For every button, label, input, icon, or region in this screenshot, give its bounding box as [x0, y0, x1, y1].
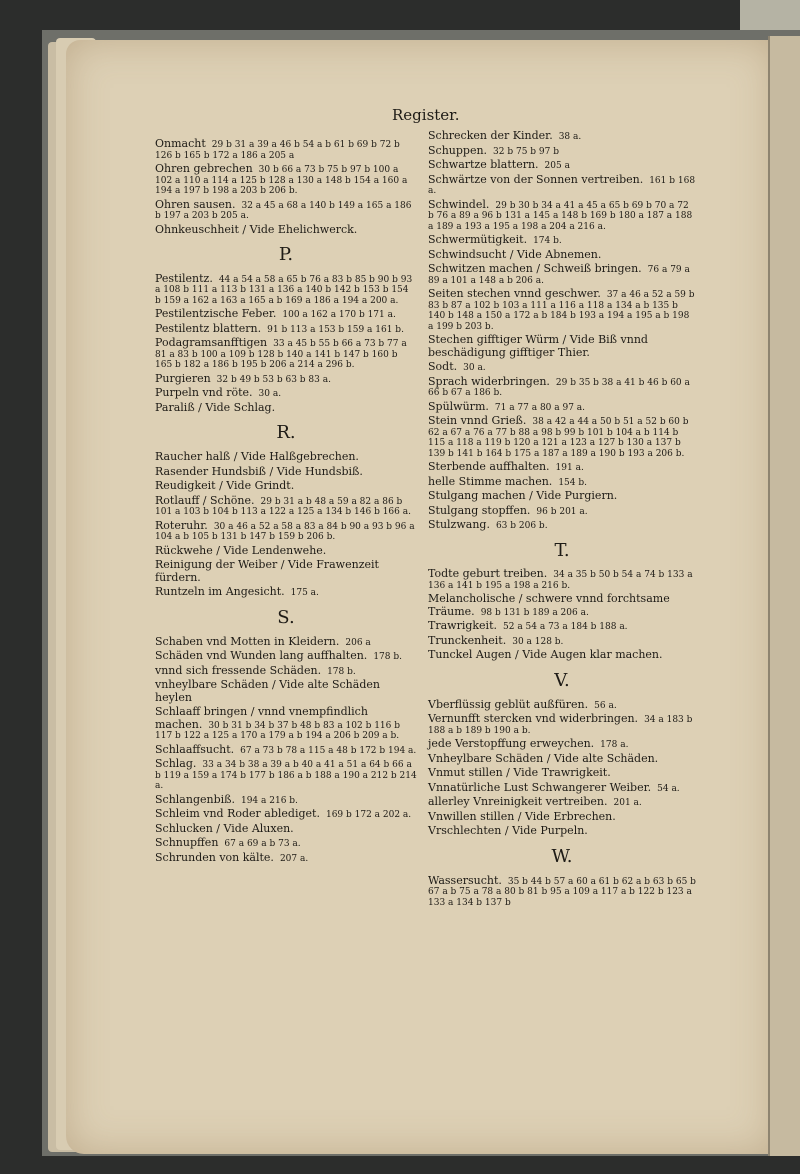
index-page-refs: 169 b 172 a 202 a. — [325, 810, 412, 821]
index-page-refs: 30 b 31 b 34 b 37 b 48 b 83 a 102 b 116 b 117 b 122 a 125 a 170 a 179 a b 194 a 206 b 209 a b. — [155, 720, 401, 742]
index-entry — [428, 263, 696, 286]
entries-s-continued — [428, 130, 696, 532]
index-entry — [428, 649, 696, 662]
index-term: Reudigkeit / Vide Grindt. — [155, 479, 295, 493]
index-page-refs: 32 a 45 a 68 a 140 b 149 a 165 a 186 b 197 a 203 b 205 a. — [155, 200, 412, 221]
index-entry — [428, 620, 696, 633]
index-term: Schnupffen — [155, 836, 219, 850]
index-term: Raucher halß / Vide Halßgebrechen. — [155, 450, 359, 464]
index-page-refs: 32 b 49 b 53 b 63 b 83 a. — [216, 374, 331, 385]
index-entry — [428, 593, 696, 618]
index-term: Schwindel. — [428, 197, 490, 211]
index-entry — [428, 461, 696, 474]
index-term: Schäden vnd Wunden lang auffhalten. — [155, 649, 368, 663]
section-letter-w: W. — [551, 845, 573, 867]
index-entry — [428, 753, 696, 766]
section-letter-p: P. — [278, 244, 294, 265]
index-entry — [428, 415, 696, 459]
index-entry — [155, 373, 417, 386]
index-entry — [428, 490, 696, 503]
index-page-refs: 30 a 128 b. — [512, 636, 564, 647]
index-term: jede Verstopffung erweychen. — [428, 737, 595, 751]
index-page-refs: 178 b. — [327, 666, 356, 677]
index-term: Tunckel Augen / Vide Augen klar machen. — [428, 648, 663, 662]
index-term: Vberflüssig geblüt außfüren. — [428, 697, 589, 711]
index-entry — [155, 402, 417, 415]
index-entry — [428, 796, 696, 809]
index-entry — [428, 782, 696, 795]
index-page-refs: 34 a 183 b 188 a b 189 b 190 a b. — [428, 715, 693, 736]
index-page-refs: 207 a. — [279, 853, 309, 864]
index-entry — [155, 808, 417, 821]
index-term: Stulgang stopffen. — [428, 503, 531, 517]
index-term: Todte geburt treiben. — [428, 567, 548, 581]
index-page-refs: 37 a 46 a 52 a 59 b 83 b 87 a 102 b 103 a 111 a 116 a 118 a 134 a b 135 b 140 b 148 a 150 a 172 a b 184 b 193 a 194 a 195 a b 198 a 199 b 203 b. — [428, 290, 695, 332]
index-page-refs: 100 a 162 a 170 b 171 a. — [282, 310, 396, 321]
index-entry — [155, 273, 417, 307]
entries-p — [155, 273, 417, 415]
index-term: Ohnkeuschheit / Vide Ehelichwerck. — [155, 222, 358, 236]
index-entry — [428, 199, 696, 233]
index-term: Roteruhr. — [155, 518, 208, 532]
index-page-refs: 201 a. — [613, 798, 642, 809]
index-entry — [155, 451, 417, 464]
index-term: Schrecken der Kinder. — [428, 129, 553, 142]
index-page-refs: 35 b 44 b 57 a 60 a 61 b 62 a b 63 b 65 b 67 a b 75 a 78 a 80 b 81 b 95 a 109 a 117 a b 122 b 123 a 133 a 134 b 137 b — [428, 876, 696, 908]
index-term: Schlaaffsucht. — [155, 742, 235, 756]
index-term: Sterbende auffhalten. — [428, 460, 550, 473]
index-term: Sprach widerbringen. — [428, 374, 550, 388]
index-page-refs: 44 a 54 a 58 a 65 b 76 a 83 b 85 b 90 b 93 a 108 b 111 a 113 b 131 a 136 a 140 b 142 b 153 b 154 b 159 a 162 a 163 a 165 a b 169 a 186 a 194 a 200 a. — [155, 274, 413, 306]
index-page-refs: 67 a 69 a b 73 a. — [224, 839, 301, 850]
index-entry — [155, 308, 417, 321]
index-page-refs: 206 a — [345, 637, 371, 648]
right-column — [428, 130, 696, 910]
index-entry — [155, 466, 417, 479]
index-entry — [428, 811, 696, 824]
index-term: Schrunden von kälte. — [155, 850, 274, 864]
index-term: Sodt. — [428, 360, 458, 373]
index-page-refs: 29 b 35 b 38 a 41 b 46 b 60 a 66 b 67 a 186 b. — [428, 377, 690, 398]
index-entry — [155, 163, 417, 197]
entries-v — [428, 699, 696, 838]
index-term: Schlag. — [155, 757, 197, 771]
index-entry — [155, 837, 417, 850]
index-term: Schwermütigkeit. — [428, 233, 528, 246]
index-entry — [155, 224, 417, 237]
index-term: Stulzwang. — [428, 518, 490, 531]
index-page-refs: 67 a 73 b 78 a 115 a 48 b 172 b 194 a. — [240, 745, 417, 756]
index-page-refs: 38 a 42 a 44 a 50 b 51 a 52 b 60 b 62 a 67 a 76 a 77 b 88 a 98 b 99 b 101 b 104 a b 114 b 115 a 118 a 119 b 120 a 121 a 123 a 127 b 130 a 137 b 139 b 141 b 164 b 175 a 187 a 189 a 190 b 193 a 206 b. — [428, 417, 689, 459]
index-page-refs: 161 b 168 a. — [428, 175, 696, 196]
index-page-refs: 98 b 131 b 189 a 206 a. — [480, 607, 589, 618]
index-term: allerley Vnreinigkeit vertreiben. — [428, 795, 608, 809]
index-term: Pestilentzische Feber. — [155, 307, 277, 321]
index-entry — [155, 520, 417, 543]
index-page-refs: 34 a 35 b 50 b 54 a 74 b 133 a 136 a 141 b 195 a 198 a 216 b. — [428, 570, 693, 591]
index-entry — [155, 138, 417, 161]
index-term: Runtzeln im Angesicht. — [155, 585, 285, 599]
index-page-refs: 178 b. — [373, 652, 402, 663]
index-entry — [155, 679, 417, 704]
index-page-refs: 29 b 30 b 34 a 41 a 45 a 65 b 69 b 70 a 72 b 76 a 89 a 96 b 131 a 145 a 148 b 169 b 180 a 187 a 188 a 189 a 193 a 195 a 198 a 204 a 216 a. — [428, 200, 693, 232]
index-entry — [428, 376, 696, 399]
index-term: Spülwürm. — [428, 399, 489, 413]
entries-o — [155, 138, 417, 236]
index-entry — [155, 650, 417, 663]
index-page-refs: 175 a. — [290, 588, 319, 599]
entries-t — [428, 568, 696, 662]
index-term: Seiten stechen vnnd geschwer. — [428, 287, 601, 300]
index-page-refs: 32 b 75 b 97 b — [493, 146, 559, 157]
index-page-refs: 63 b 206 b. — [495, 521, 548, 531]
index-entry — [428, 713, 696, 736]
index-term: Pestilentz. — [155, 271, 213, 285]
index-entry — [155, 744, 417, 757]
entries-s — [155, 636, 417, 865]
index-page-refs: 30 a 46 a 52 a 58 a 83 a 84 b 90 a 93 b 96 a 104 a b 105 b 131 b 147 b 159 b 206 b. — [155, 521, 415, 543]
index-entry — [428, 159, 696, 172]
index-term: Schwartze blattern. — [428, 158, 539, 171]
index-term: Stechen gifftiger Würm / Vide Biß vnnd beschädigung gifftiger Thier. — [428, 333, 648, 359]
left-column — [155, 138, 417, 866]
index-entry — [428, 401, 696, 414]
index-term: Schwindsucht / Vide Abnemen. — [428, 247, 602, 261]
index-entry — [428, 825, 696, 838]
index-entry — [428, 875, 696, 909]
index-term: Stulgang machen / Vide Purgiern. — [428, 489, 618, 502]
index-entry — [428, 505, 696, 518]
index-term: Vnheylbare Schäden / Vide alte Schäden. — [428, 751, 659, 765]
index-entry — [428, 174, 696, 197]
index-term: Rasender Hundsbiß / Vide Hundsbiß. — [155, 464, 363, 478]
section-letter-r: R. — [276, 422, 296, 444]
index-page-refs: 29 b 31 a 39 a 46 b 54 a b 61 b 69 b 72 b 126 b 165 b 172 a 186 a 205 a — [155, 140, 400, 161]
index-page-refs: 30 a. — [258, 389, 282, 400]
index-page-refs: 91 b 113 a 153 b 159 a 161 b. — [267, 324, 404, 335]
index-entry — [428, 476, 696, 489]
index-entry — [155, 852, 417, 865]
index-term: Rotlauff / Schöne. — [155, 493, 255, 507]
index-term: Schaben vnd Motten in Kleidern. — [155, 634, 340, 648]
index-term: Purpeln vnd röte. — [155, 386, 253, 400]
index-term: Paraliß / Vide Schlag. — [155, 400, 276, 414]
index-page-refs: 30 b 66 a 73 b 75 b 97 b 100 a 102 a 110 a 114 a 125 b 128 a 130 a 148 b 154 a 160 a 194 a 197 b 198 a 203 b 206 b. — [155, 165, 408, 196]
index-entry — [428, 699, 696, 712]
index-page-refs: 174 b. — [533, 236, 562, 246]
index-entry — [428, 234, 696, 247]
index-entry — [428, 568, 696, 591]
index-term: Trunckenheit. — [428, 633, 507, 647]
index-page-refs: 54 a. — [657, 783, 680, 794]
index-term: vnnd sich fressende Schäden. — [155, 663, 322, 677]
index-term: vnheylbare Schäden / Vide alte Schäden heylen — [155, 678, 380, 704]
index-term: Podagramsanfftigen — [155, 336, 268, 350]
index-term: Vnwillen stillen / Vide Erbrechen. — [428, 809, 616, 823]
index-entry — [155, 636, 417, 649]
section-letter-s: S. — [277, 606, 295, 628]
index-term: Vnnatürliche Lust Schwangerer Weiber. — [428, 780, 652, 794]
index-entry — [428, 767, 696, 780]
index-page-refs: 56 a. — [594, 700, 617, 711]
index-entry — [428, 249, 696, 262]
index-entry — [155, 199, 417, 222]
section-letter-v: V. — [554, 669, 570, 691]
index-entry — [155, 706, 417, 742]
index-entry — [428, 288, 696, 332]
index-entry — [155, 323, 417, 336]
index-term: Schlucken / Vide Aluxen. — [155, 821, 294, 835]
index-page-refs: 154 b. — [558, 477, 587, 488]
index-entry — [155, 586, 417, 599]
index-term: Schwitzen machen / Schweiß bringen. — [428, 262, 642, 275]
entries-r — [155, 451, 417, 599]
index-page-refs: 191 a. — [555, 463, 584, 473]
index-entry — [428, 130, 696, 143]
index-entry — [428, 361, 696, 374]
index-entry — [155, 665, 417, 678]
index-entry — [155, 337, 417, 371]
index-term: Pestilentz blattern. — [155, 321, 262, 335]
index-page-refs: 29 b 31 a b 48 a 59 a 82 a 86 b 101 a 103 b 104 b 113 a 122 a 125 a 134 b 146 b 166 a. — [155, 496, 411, 518]
index-entry — [155, 794, 417, 807]
index-entry — [155, 480, 417, 493]
index-page-refs: 76 a 79 a 89 a 101 a 148 a b 206 a. — [428, 265, 690, 286]
index-term: Vnmut stillen / Vide Trawrigkeit. — [428, 766, 611, 780]
entries-w — [428, 875, 696, 909]
index-entry — [428, 519, 696, 532]
index-term: Reinigung der Weiber / Vide Frawenzeit fürdern. — [155, 558, 379, 584]
index-term: Purgieren — [155, 371, 211, 385]
index-term: Trawrigkeit. — [428, 619, 497, 633]
index-entry — [155, 559, 417, 584]
index-term: Wassersucht. — [428, 873, 502, 887]
index-entry — [428, 635, 696, 648]
index-term: Schlaaff bringen / vnnd vnempfindlich machen. — [155, 705, 368, 731]
section-letter-t: T. — [554, 539, 570, 561]
index-term: Ohren sausen. — [155, 197, 236, 211]
index-entry — [155, 545, 417, 558]
scan-corner — [740, 0, 800, 30]
index-page-refs: 30 a. — [463, 363, 486, 373]
index-term: Schlangenbiß. — [155, 792, 235, 806]
index-term: Melancholische / schwere vnnd forchtsame Träume. — [428, 592, 670, 618]
index-entry — [155, 758, 417, 792]
index-page-refs: 71 a 77 a 80 a 97 a. — [494, 402, 586, 413]
index-page-refs: 194 a 216 b. — [240, 795, 298, 806]
index-entry — [155, 823, 417, 836]
index-entry — [155, 495, 417, 518]
index-entry — [428, 738, 696, 751]
index-page-refs: 178 a. — [600, 740, 629, 751]
index-page-refs: 38 a. — [558, 132, 582, 142]
index-term: Schleim vnd Roder ablediget. — [155, 807, 320, 821]
index-term: Stein vnnd Grieß. — [428, 414, 527, 427]
index-entry — [155, 387, 417, 400]
index-term: Rückwehe / Vide Lendenwehe. — [155, 543, 327, 557]
index-term: helle Stimme machen. — [428, 474, 553, 488]
index-term: Vernunfft stercken vnd widerbringen. — [428, 712, 639, 726]
adjacent-page-edge — [768, 36, 800, 1156]
index-term: Schuppen. — [428, 143, 488, 157]
index-term: Schwärtze von der Sonnen vertreiben. — [428, 172, 644, 186]
page-title: Register. — [392, 106, 460, 124]
index-page-refs: 33 a 34 b 38 a 39 a b 40 a 41 a 51 a 64 b 66 a b 119 a 159 a 174 b 177 b 186 a b 188 a 190 a 212 b 214 a. — [155, 760, 417, 792]
index-entry — [428, 334, 696, 359]
index-term: Vrschlechten / Vide Purpeln. — [428, 824, 588, 838]
index-entry — [428, 145, 696, 158]
index-page-refs: 205 a — [544, 161, 570, 171]
index-page-refs: 96 b 201 a. — [536, 506, 588, 517]
index-page-refs: 52 a 54 a 73 a 184 b 188 a. — [503, 622, 628, 633]
index-term: Ohren gebrechen — [155, 162, 253, 175]
index-page-refs: 33 a 45 b 55 b 66 a 73 b 77 a 81 a 83 b 100 a 109 b 128 b 140 a 141 b 147 b 160 b 165 b 182 a 186 b 195 b 206 a 214 a 296 b. — [155, 339, 407, 371]
index-term: Onmacht — [155, 137, 206, 150]
